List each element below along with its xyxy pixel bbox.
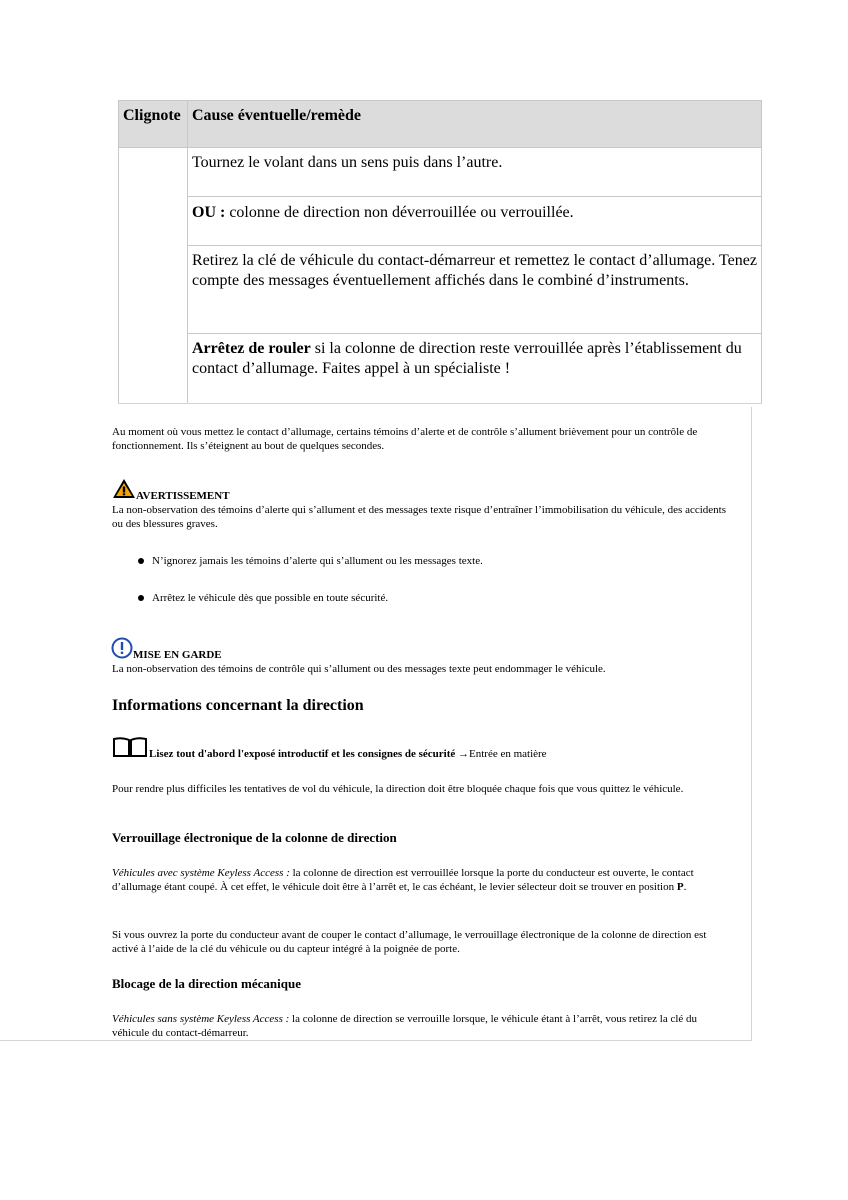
caution-title: MISE EN GARDE [133, 649, 222, 661]
warning-triangle-icon [112, 478, 136, 499]
caution-text: La non-observation des témoins de contrôle qui s’allument ou des messages texte peut endommager le véhicule. [112, 663, 606, 675]
driver-door-paragraph: Si vous ouvrez la porte du conducteur avant de couper le contact d’allumage, le verrouillage électronique de la colonne de direction est activé à l’aide de la clé du véhicule ou du capteur intégré à la poignée de porte. [112, 929, 707, 955]
table-row [119, 334, 762, 404]
book-icon [112, 736, 148, 758]
list-item: N’ignorez jamais les témoins d’alerte qui s’allument ou les messages texte. [138, 554, 728, 568]
table-header-row [119, 101, 762, 148]
bullet-dot [138, 595, 144, 601]
section-title: Informations concernant la direction [112, 697, 364, 714]
blink-cell [119, 148, 188, 404]
bullet-dot [138, 558, 144, 564]
mechanical-lock-paragraph: Véhicules sans système Keyless Access : la colonne de direction se verrouille lorsque, le véhicule étant à l’arrêt, vous retirez la clé du véhicule du contact-démarreur. [112, 1013, 698, 1039]
list-item: Arrêtez le véhicule dès que possible en toute sécurité. [138, 591, 728, 605]
divider [118, 403, 762, 404]
table-cell: Arrêtez de rouler si la colonne de direction reste verrouillée après l’établissement du contact d’allumage. Faites appel à un spécialiste ! [188, 334, 762, 404]
read-first-text: Lisez tout d'abord l'exposé introductif et les consignes de sécurité [149, 748, 456, 760]
cause-remedy-table [118, 100, 762, 404]
read-first-link[interactable]: →Entrée en matière [455, 748, 547, 760]
electronic-lock-paragraph: Véhicules avec système Keyless Access : la colonne de direction est verrouillée lorsque la porte du conducteur est ouverte, le contact d’allumage étant coupé. À cet effet, le véhicule doit être à l’arrêt et, le cas échéant, le levier sélecteur doit se trouver en position P. [112, 867, 694, 893]
table-cell: Tournez le volant dans un sens puis dans l’autre. [188, 148, 762, 197]
column-header-clignote: Clignote [119, 101, 188, 148]
bold-lead: Arrêtez de rouler [192, 340, 311, 357]
table-row [119, 197, 762, 246]
column-header-cause: Cause éventuelle/remède [188, 101, 762, 148]
caution-circle-icon [111, 637, 133, 659]
bold-lead: OU : [192, 204, 226, 221]
warning-text: La non-observation des témoins d’alerte qui s’allument et des messages texte risque d’entraîner l’immobilisation du véhicule, des accidents ou des blessures graves. [112, 504, 726, 530]
table-cell: Retirez la clé de véhicule du contact-démarreur et remettez le contact d’allumage. Tenez compte des messages éventuellement affichés dans le combiné d’instruments. [188, 246, 762, 334]
intro-paragraph: Au moment où vous mettez le contact d’allumage, certains témoins d’alerte et de contrôle s’allument brièvement pour un contrôle de fonctionnement. Ils s’éteignent au bout de quelques secondes. [112, 426, 698, 452]
table-cell: OU : colonne de direction non déverrouillée ou verrouillée. [188, 197, 762, 246]
table-row [119, 246, 762, 334]
warning-title: AVERTISSEMENT [136, 490, 230, 502]
theft-paragraph: Pour rendre plus difficiles les tentatives de vol du véhicule, la direction doit être bloquée chaque fois que vous quittez le véhicule. [112, 783, 684, 795]
subsection-title-electronic-lock: Verrouillage électronique de la colonne de direction [112, 830, 397, 845]
subsection-title-mechanical-lock: Blocage de la direction mécanique [112, 976, 301, 991]
table-row [119, 148, 762, 197]
